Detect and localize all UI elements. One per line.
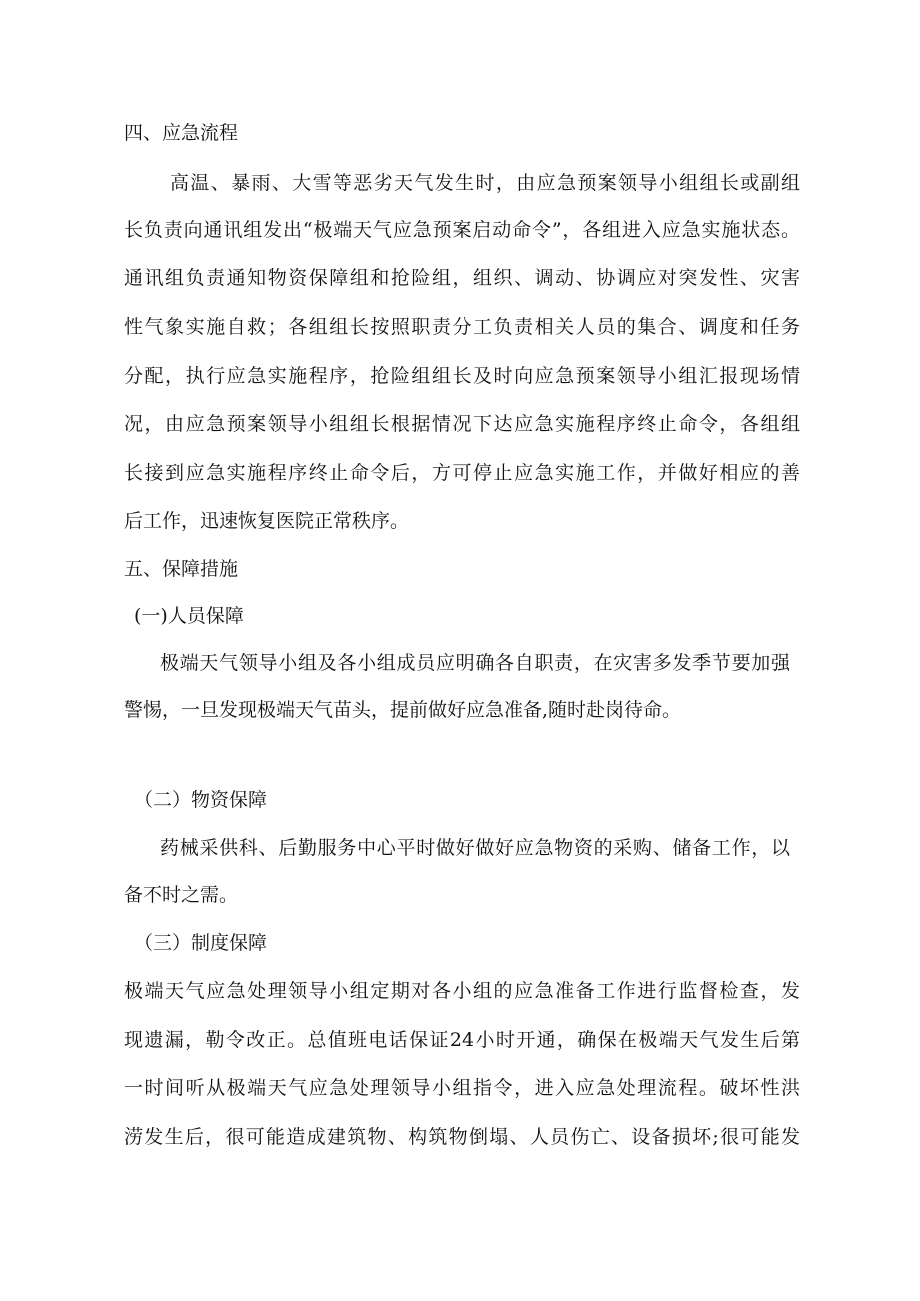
section-4-paragraph-line: 高温、暴雨、大雪等恶劣天气发生时，由应急预案领导小组组长或副组 [170, 172, 800, 194]
section-4-paragraph-line: 后工作，迅速恢复医院正常秩序。 [124, 510, 410, 532]
section-4-paragraph-line: 性气象实施自救；各组组长按照职责分工负责相关人员的集合、调度和任务 [124, 316, 800, 338]
subsection-materials-heading: （二）物资保障 [134, 789, 268, 811]
section-4-heading: 四、应急流程 [124, 122, 239, 144]
subsection-system-line: 一时间听从极端天气应急处理领导小组指令，进入应急处理流程。破坏性洪 [124, 1077, 800, 1099]
subsection-materials-line: 药械采供科、后勤服务中心平时做好做好应急物资的采购、储备工作，以 [160, 837, 790, 859]
subsection-personnel-line: 警惕，一旦发现极端天气苗头，提前做好应急准备,随时赴岗待命。 [124, 699, 682, 721]
subsection-personnel-heading: (一)人员保障 [134, 605, 244, 627]
subsection-personnel-line: 极端天气领导小组及各小组成员应明确各自职责，在灾害多发季节要加强 [160, 652, 790, 674]
subsection-system-heading: （三）制度保障 [134, 932, 268, 954]
subsection-system-line: 涝发生后，很可能造成建筑物、构筑物倒塌、人员伤亡、设备损坏;很可能发 [124, 1126, 800, 1148]
section-4-paragraph-line: 通讯组负责通知物资保障组和抢险组，组织、调动、协调应对突发性、灾害 [124, 267, 800, 289]
section-5-heading: 五、保障措施 [124, 558, 239, 580]
subsection-system-line: 现遗漏，勒令改正。总值班电话保证24小时开通，确保在极端天气发生后第 [124, 1029, 800, 1051]
subsection-materials-line: 备不时之需。 [124, 884, 239, 906]
section-4-paragraph-line: 长负责向通讯组发出“极端天气应急预案启动命令”，各组进入应急实施状态。 [124, 219, 800, 241]
section-4-paragraph-line: 况，由应急预案领导小组组长根据情况下达应急实施程序终止命令，各组组 [124, 413, 800, 435]
section-4-paragraph-line: 长接到应急实施程序终止命令后，方可停止应急实施工作，并做好相应的善 [124, 462, 800, 484]
section-4-paragraph-line: 分配，执行应急实施程序，抢险组组长及时向应急预案领导小组汇报现场情 [124, 365, 800, 387]
subsection-system-line: 极端天气应急处理领导小组定期对各小组的应急准备工作进行监督检查，发 [124, 980, 800, 1002]
